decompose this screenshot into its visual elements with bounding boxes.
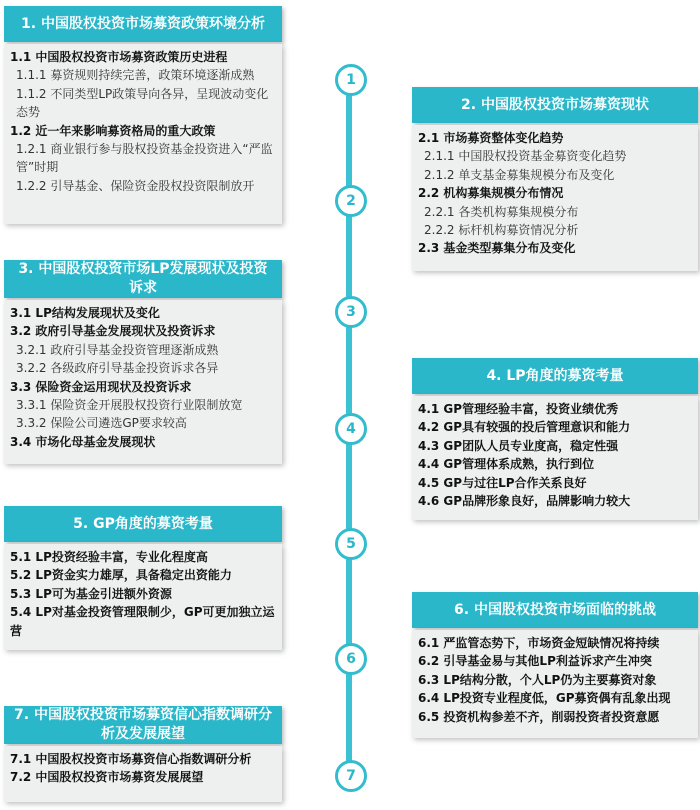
section-3-item: 3.3 保险资金运用现状及投资诉求 — [10, 379, 192, 394]
section-3-header: 3. 中国股权投资市场LP发展现状及投资诉求 — [4, 260, 282, 298]
section-4-item: 4.3 GP团队人员专业度高，稳定性强 — [418, 438, 619, 453]
section-2-item: 2.1 市场募资整体变化趋势 — [418, 131, 564, 145]
section-7-item: 7.1 中国股权投资市场募资信心指数调研分析 — [10, 752, 252, 766]
section-4-body — [412, 396, 698, 520]
section-1-item: 1.2.2 引导基金、保险资金股权投资限制放开 — [16, 178, 255, 193]
section-6-item: 6.1 严监管态势下，市场资金短缺情况将持续 — [418, 636, 660, 650]
section-1-item: 1.1 中国股权投资市场募资政策历史进程 — [10, 50, 228, 64]
section-2-item: 2.2.1 各类机构募集规模分布 — [424, 204, 579, 219]
timeline-node-4: 4 — [335, 413, 367, 445]
section-2-body — [412, 125, 698, 271]
section-1-item: 1.1.1 募资规则持续完善，政策环境逐渐成熟 — [16, 68, 255, 83]
section-3-item: 3.2 政府引导基金发展现状及投资诉求 — [10, 324, 216, 339]
section-1-item: 1.2 近一年来影响募资格局的重大政策 — [10, 123, 216, 138]
section-6-item: 6.2 引导基金易与其他LP利益诉求产生冲突 — [418, 654, 652, 669]
section-1-body — [4, 44, 282, 224]
section-3-item: 3.2.1 政府引导基金投资管理逐渐成熟 — [16, 342, 219, 357]
section-7-item: 7.2 中国股权投资市场募资发展展望 — [10, 770, 204, 785]
section-2-item: 2.1.2 单支基金募集规模分布及变化 — [424, 167, 615, 182]
section-2-header: 2. 中国股权投资市场募资现状 — [412, 87, 698, 123]
section-5-item: 5.2 LP资金实力雄厚，具备稳定出资能力 — [10, 568, 232, 583]
section-4-item: 4.2 GP具有较强的投后管理意识和能力 — [418, 420, 631, 435]
section-5-item: 5.3 LP可为基金引进额外资源 — [10, 586, 172, 601]
section-7-body — [4, 746, 282, 802]
section-5-header: 5. GP角度的募资考量 — [4, 506, 282, 542]
section-1-header: 1. 中国股权投资市场募资政策环境分析 — [4, 6, 282, 42]
section-3-item: 3.4 市场化母基金发展现状 — [10, 434, 156, 449]
section-2-item: 2.3 基金类型募集分布及变化 — [418, 241, 576, 256]
section-6-item: 6.3 LP结构分散，个人LP仍为主要募资对象 — [418, 672, 657, 687]
timeline-node-1: 1 — [335, 64, 367, 96]
section-4-item: 4.4 GP管理体系成熟，执行到位 — [418, 457, 595, 472]
section-2-item: 2.2.2 标杆机构募资情况分析 — [424, 223, 579, 238]
timeline-node-7: 7 — [335, 760, 367, 792]
section-4-item: 4.1 GP管理经验丰富，投资业绩优秀 — [418, 402, 619, 416]
section-5-body — [4, 544, 282, 650]
section-6-header: 6. 中国股权投资市场面临的挑战 — [412, 592, 698, 628]
section-6-item: 6.5 投资机构参差不齐，削弱投资者投资意愿 — [418, 709, 660, 724]
section-3-item: 3.3.1 保险资金开展股权投资行业限制放宽 — [16, 398, 243, 413]
section-5-item: 5.1 LP投资经验丰富，专业化程度高 — [10, 550, 208, 564]
timeline-node-6: 6 — [335, 643, 367, 675]
section-1-item: 1.1.2 不同类型LP政策导向各异，呈现波动变化态势 — [16, 86, 269, 120]
section-2-item: 2.2 机构募集规模分布情况 — [418, 186, 564, 201]
timeline-node-3: 3 — [335, 296, 367, 328]
section-4-item: 4.5 GP与过往LP合作关系良好 — [418, 475, 587, 490]
section-3-item: 3.1 LP结构发展现状及变化 — [10, 306, 160, 320]
section-3-item: 3.2.2 各级政府引导基金投资诉求各异 — [16, 361, 219, 376]
section-2-item: 2.1.1 中国股权投资基金募资变化趋势 — [424, 149, 627, 164]
timeline-node-2: 2 — [335, 185, 367, 217]
section-6-item: 6.4 LP投资专业程度低，GP募资偶有乱象出现 — [418, 691, 671, 706]
timeline-node-5: 5 — [335, 528, 367, 560]
section-3-body — [4, 300, 282, 464]
section-1-item: 1.2.1 商业银行参与股权投资基金投资进入“严监管”时期 — [16, 142, 273, 175]
section-4-header: 4. LP角度的募资考量 — [412, 358, 698, 394]
section-3-item: 3.3.2 保险公司遴选GP要求较高 — [16, 416, 187, 431]
section-6-body — [412, 630, 698, 738]
section-7-header: 7. 中国股权投资市场募资信心指数调研分析及发展展望 — [4, 706, 282, 744]
section-5-item: 5.4 LP对基金投资管理限制少，GP可更加独立运营 — [10, 605, 275, 638]
section-4-item: 4.6 GP品牌形象良好，品牌影响力较大 — [418, 494, 631, 509]
